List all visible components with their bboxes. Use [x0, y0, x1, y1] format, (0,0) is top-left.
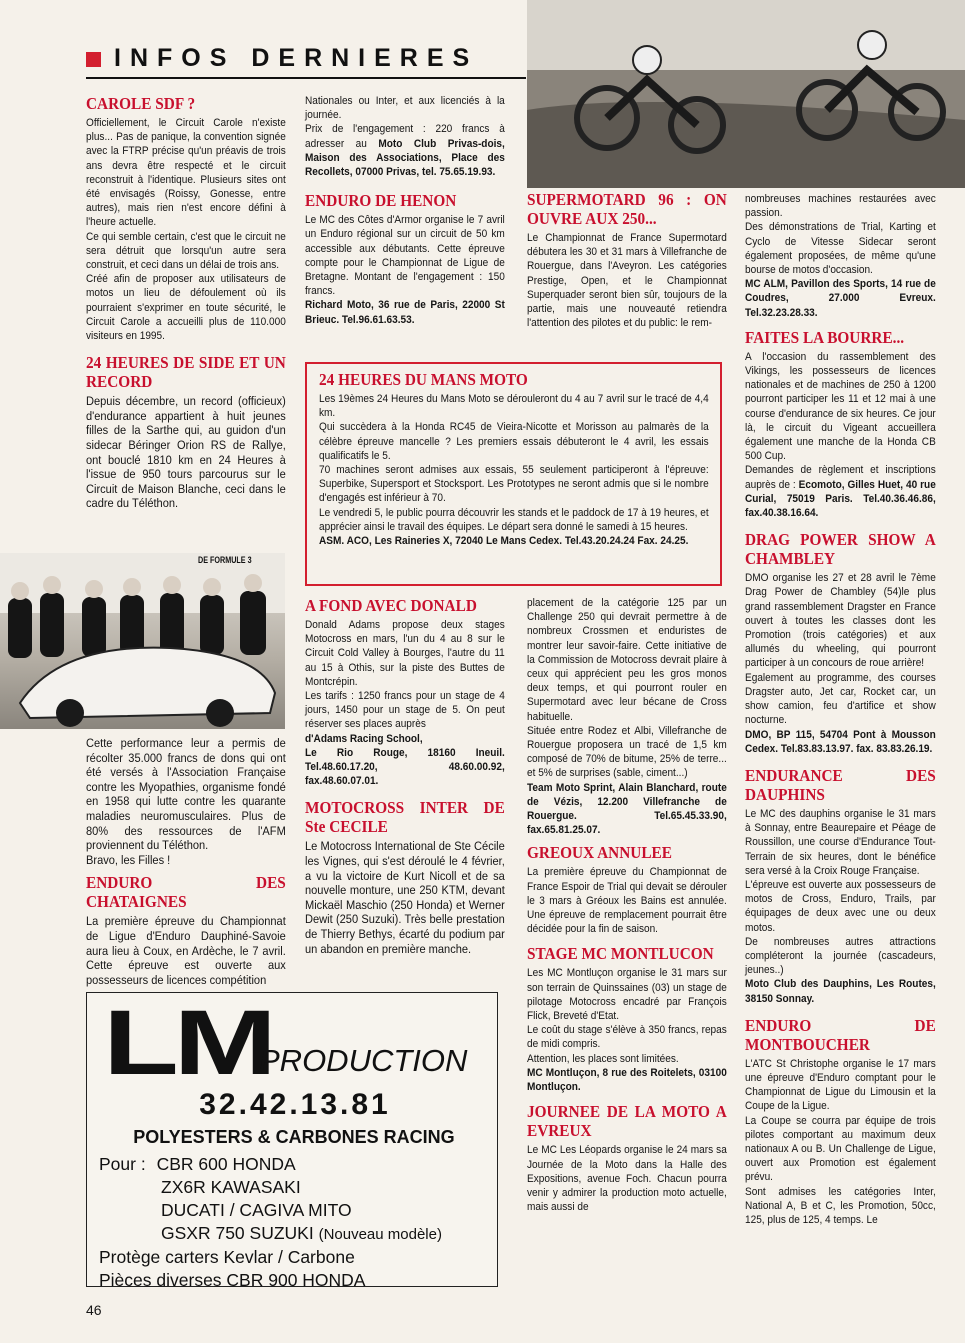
ad-production: PRODUCTION [259, 1043, 468, 1078]
contact-address: Le Rio Rouge, 18160 Ineuil. Tel.48.60.17.20, 48.60.00.92, fax.48.60.07.01. [305, 746, 505, 788]
ad-model-note: (Nouveau modèle) [318, 1226, 442, 1243]
paragraph: De nombreuses autres attractions compléteront la journée (cascadeurs, jeunes..) [745, 935, 936, 977]
sidecar-team-photo [0, 553, 285, 729]
column-2-lower [305, 596, 505, 956]
paragraph: Cette performance leur a permis de récolter 35.000 francs de dons qui ont été versés à l'Association Française contre les Myopathies, organisme fondé en 1958 qui lutte contre les quarante maladies neuromusculaires. Plus de 80% des ressources de l'AFM proviennent du Téléthon. [86, 736, 286, 853]
headline-carole: CAROLE SDF ? [86, 94, 196, 113]
le-mans-box [305, 362, 722, 586]
paragraph: Donald Adams propose deux stages Motocross en mars, l'un du 4 au 8 sur le Circuit Cold Valley à Bourges, l'autre du 11 au 15 à Othis, sur la piste des Buttes de Montcrépin. [305, 619, 505, 688]
column-2 [305, 94, 505, 327]
box-content [319, 370, 709, 548]
paragraph: Ce qui semble certain, c'est que le circuit ne sera détruit que lorsqu'un autre sera construit, et ceci dans un délai de trois ans. [86, 230, 286, 272]
paragraph: Des démonstrations de Trial, Karting et Cyclo de Vitesse Sidecar seront également proposées, de même qu'une bourse de motos d'occasion. [745, 221, 936, 277]
contact-address: Moto Club Privas-dois, Maison des Associations, Place des Recollets, 07000 Privas, tel. 75.65.19.93. [305, 137, 505, 179]
paragraph: Le coût du stage s'élève à 350 francs, repas de midi compris. [527, 1024, 727, 1051]
ad-logo: LM [103, 992, 272, 1094]
column-4 [745, 192, 936, 1227]
headline-drag-power: DRAG POWER SHOW A CHAMBLEY [745, 530, 936, 569]
ad-model: GSXR 750 SUZUKI [161, 1223, 314, 1243]
column-1 [86, 94, 286, 511]
section-header [86, 44, 526, 80]
contact-address: DMO, BP 115, 54704 Pont à Mousson Cedex. Tel.83.83.13.97. fax. 83.83.26.19. [745, 728, 936, 755]
paragraph: Le Motocross International de Ste Cécile les Vignes, qui s'est déroulé le 4 février, a vu la victoire de Kurt Nicoll et de sa nouvelle monture, une 250 KTM, devant Mickaël Maschio (250 Honda) et Werner Dewit (250 Suzuki). Très belle prestation de Thierry Bethys, écarté du podium par un abandon en première manche. [305, 839, 505, 956]
paragraph: L'épreuve est ouverte aux possesseurs de motos de Cross, Enduro, Trails, par équipages de deux avec une ou deux motos. [745, 878, 936, 934]
headline-montboucher: ENDURO DE MONTBOUCHER [745, 1015, 936, 1054]
column-1-lower [86, 736, 286, 987]
paragraph: 70 machines seront admises aux essais, 55 seulement participeront à l'épreuve: Superbike, Supersport et Stocksport. Les Prototypes ne seront admis que si le nombre d'engagés est inférieur à 70. [319, 464, 709, 505]
paragraph: Qui succèdera à la Honda RC45 de Vieira-Nicotte et Morisson au palmarès de la célèbre épreuve mancelle ? Les premiers essais débuteront le 4 avril, les essais qualificatifs le 5. [319, 421, 709, 462]
ad-tagline: POLYESTERS & CARBONES RACING [133, 1127, 455, 1147]
ad-pour: Pour : [99, 1154, 146, 1174]
paragraph: A l'occasion du rassemblement des Vikings, les possesseurs de licences nationales et de machines de 250 à 1200 pourront participer les 11 et 12 mai à une course d'endurance de six heures. Ce jour là, le circuit du Vigeant accueillera également une manche de la Honda CB 500 Cup. [745, 350, 936, 463]
text-span: Prix de l'engagement : 220 francs à adresser au [305, 123, 505, 150]
paragraph: Les MC Montluçon organise le 31 mars sur son terrain de Quinssaines (03) un stage de pilotage Motocross encadré par François Flick, Breveté d'Etat. [527, 967, 727, 1023]
headline-donald: A FOND AVEC DONALD [305, 596, 477, 615]
headline-le-mans: 24 HEURES DU MANS MOTO [319, 370, 528, 389]
paragraph: Le MC Les Léopards organise le 24 mars sa Journée de la Moto dans la Halle des Expositions, avenue Foch. Chacun pourra venir y admirer la production moto actuelle, mais aussi de [527, 1144, 727, 1214]
paragraph: nombreuses machines restaurées avec passion. [745, 193, 936, 220]
paragraph: Egalement au programme, des courses Dragster auto, Jet car, Rocket car, un show camion, feu d'artifice et show nocturne. [745, 671, 936, 727]
ad-models [99, 1153, 494, 1292]
paragraph: Nationales ou Inter, et aux licenciés à la journée. [305, 95, 505, 122]
paragraph: Les tarifs : 1250 francs pour un stage de 4 jours, 1450 pour un stage de 5. On peut réserver ses places auprès [305, 690, 505, 731]
paragraph: Le Championnat de France Supermotard débutera les 30 et 31 mars à Villefranche de Rouergue, dans l'Aveyron. Les catégories Prestige, Open, et le Championnat Superquader seront bien sûr, toujours de la partie, mais une nouveauté retiendra l'attention des pilotes et du public: le rem- [527, 232, 727, 330]
paragraph: La première épreuve du Championnat de France Espoir de Trial qui devait se dérouler le 3 mars à Gréoux les Bains est annulée. Une épreuve de remplacement pourrait être décidée pour la fin de saison. [527, 866, 727, 936]
paragraph: Bravo, les Filles ! [86, 852, 171, 867]
paragraph: Les 19èmes 24 Heures du Mans Moto se dérouleront du 4 au 7 avril sur le tracé de 4,4 km. [319, 393, 709, 420]
headline-henon: ENDURO DE HENON [305, 191, 457, 211]
lm-production-ad [86, 992, 498, 1290]
ad-line: Protège carters Kevlar / Carbone [99, 1247, 355, 1267]
paragraph: Le vendredi 5, le public pourra découvrir les stands et le paddock de 17 à 19 heures, et apprécier ainsi le travail des équipes. Le départ sera donné le samedi à 15 heures. [319, 506, 709, 533]
ad-line: ZX6R KAWASAKI [161, 1177, 301, 1197]
page-number: 46 [86, 1302, 102, 1318]
headline-greoux: GREOUX ANNULEE [527, 843, 672, 863]
column-3 [527, 190, 727, 330]
headline-montlucon: STAGE MC MONTLUCON [527, 944, 714, 964]
contact-address: Richard Moto, 36 rue de Paris, 22000 St Brieuc. Tel.96.61.63.53. [305, 299, 505, 326]
headline-bourre: FAITES LA BOURRE... [745, 327, 905, 347]
contact-address: Ecomoto, Gilles Huet, 40 rue Curial, 75019 Paris. Tel.40.36.46.86, fax.40.38.16.64. [745, 478, 936, 520]
paragraph: Le MC des Côtes d'Armor organise le 7 avril un Enduro régional sur un circuit de 50 km accessible aux débutants. Cette épreuve compte pour le Championnat de Ligue de Bretagne. Montant de l'engagement : 150 francs. [305, 214, 505, 298]
headline-24h-side: 24 HEURES DE SIDE ET UN RECORD [86, 353, 286, 392]
paragraph [305, 122, 505, 179]
text-span: Demandes de règlement et inscriptions auprès de : [745, 464, 936, 491]
paragraph [745, 463, 936, 520]
headline-dauphins: ENDURANCE DES DAUPHINS [745, 765, 936, 804]
paragraph: La Coupe se courra par équipe de trois pilotes comportant au maximum deux nationaux A ou B. Un Challenge de Ligue, ouvert aux Promotion est également prévu. [745, 1114, 936, 1184]
paragraph: Officiellement, le Circuit Carole n'existe plus... Pas de panique, la convention signée avec la FTRP précise qu'un préavis de trois ans devra être respecté et le circuit reconstruit à l'identique. Plusieurs sites ont été envisagés (Roissy, Gonesse, entre autres), mais rien n'est encore défini à l'heure actuelle. [86, 117, 286, 229]
ad-line [99, 1222, 494, 1246]
paragraph: Depuis décembre, un record (officieux) d'endurance appartient à huit jeunes filles de la Sarthe qui, au guidon d'un sidecar Béringer Orion RS de Rallye, ont bouclé 1810 km en 24 Heures à l'issue de 950 tours parcourus sur le Circuit de Maison Blanche, ceci dans le cadre du Téléthon. [86, 394, 286, 511]
contact-address: Team Moto Sprint, Alain Blanchard, route de Vézis, 12.200 Villefranche de Rouergue. Tel.65.45.33.90, fax.65.81.25.07. [527, 781, 727, 837]
ad-line: DUCATI / CAGIVA MITO [161, 1200, 352, 1220]
paragraph: DMO organise les 27 et 28 avril le 7ème Drag Power de Chambley (54)le plus grand rassemblement Dragster en France ouvert à toutes les classes dont les Promotion (trois catégories) et aux allumés du wheeling, qui pourront participer à un concours de roue arrière! [745, 572, 936, 670]
contact-address: ASM. ACO, Les Raineries X, 72040 Le Mans Cedex. Tel.43.20.24.24 Fax. 24.25. [319, 535, 689, 548]
ad-line [99, 1153, 494, 1176]
paragraph: Attention, les places sont limitées. [527, 1052, 679, 1065]
paragraph: Créé afin de proposer aux utilisateurs de motos un lieu de défoulement où ils pourraient s'exprimer en toute sécurité, le Circuit Carole a accueilli plus de 110.000 visiteurs en 1995. [86, 273, 286, 343]
contact-address: MC Montluçon, 8 rue des Roitelets, 03100 Montluçon. [527, 1066, 727, 1094]
paragraph: placement de la catégorie 125 par un Challenge 250 qui devrait permettre à de nombreux Crossmen et enduristes de montrer leur savoir-faire. Cette initiative de la Commission de Motocross devrait plaire à ceux qui apprécient peu les gros monos deux temps, et qui pourront rouler en Supermotard avec leur bécane de Cross habituelle. [527, 597, 727, 723]
supermotard-photo [527, 0, 965, 188]
red-square-icon [86, 52, 101, 67]
ad-model: CBR 600 HONDA [156, 1154, 296, 1174]
ad-phone: 32.42.13.81 [199, 1088, 391, 1121]
paragraph: L'ATC St Christophe organise le 17 mars une épreuve d'Enduro comptant pour le Championnat de Ligue du Limousin et la Coupe de la Ligue. [745, 1057, 936, 1113]
headline-chataignes: ENDURO DES CHATAIGNES [86, 873, 286, 912]
page-title: INFOS DERNIERES [114, 44, 479, 72]
contact-address: MC ALM, Pavillon des Sports, 14 rue de Coudres, 27.000 Evreux. Tel.32.23.28.33. [745, 278, 936, 319]
paragraph: La première épreuve du Championnat de Ligue d'Enduro Dauphiné-Savoie aura lieu à Coux, en Ardèche, le 7 avril. Cette épreuve est ouverte aux possesseurs de licences compétition [86, 914, 286, 987]
paragraph: Située entre Rodez et Albi, Villefranche de Rouergue proposera un tracé de 1,5 km composé de 70% de bitume, 25% de terre... et 5% de surprises (sable, ciment...) [527, 724, 727, 780]
column-3-lower [527, 596, 727, 1214]
contact-name: d'Adams Racing School, [305, 732, 423, 745]
ad-line: Pièces diverses CBR 900 HONDA [99, 1270, 366, 1290]
contact-address: Moto Club des Dauphins, Les Routes, 38150 Sonnay. [745, 978, 936, 1005]
headline-evreux: JOURNEE DE LA MOTO A EVREUX [527, 1102, 727, 1141]
photo-caption: DE FORMULE 3 [198, 555, 252, 565]
headline-ste-cecile: MOTOCROSS INTER DE Ste CECILE [305, 798, 505, 837]
header-rule [86, 77, 526, 79]
paragraph: Sont admises les catégories Inter, National A, B et C, les Promotion, 50cc, 125, plus de 125, 4 temps. Le [745, 1185, 936, 1226]
headline-supermotard: SUPERMOTARD 96 : ON OUVRE AUX 250... [527, 190, 727, 228]
paragraph: Le MC des dauphins organise le 31 mars à Sonnay, entre Beaurepaire et Péage de Roussillon, une course d'Endurance Tout-Terrain de six heures, dont le bénéfice sera versé à la Croix Rouge Française. [745, 807, 936, 877]
